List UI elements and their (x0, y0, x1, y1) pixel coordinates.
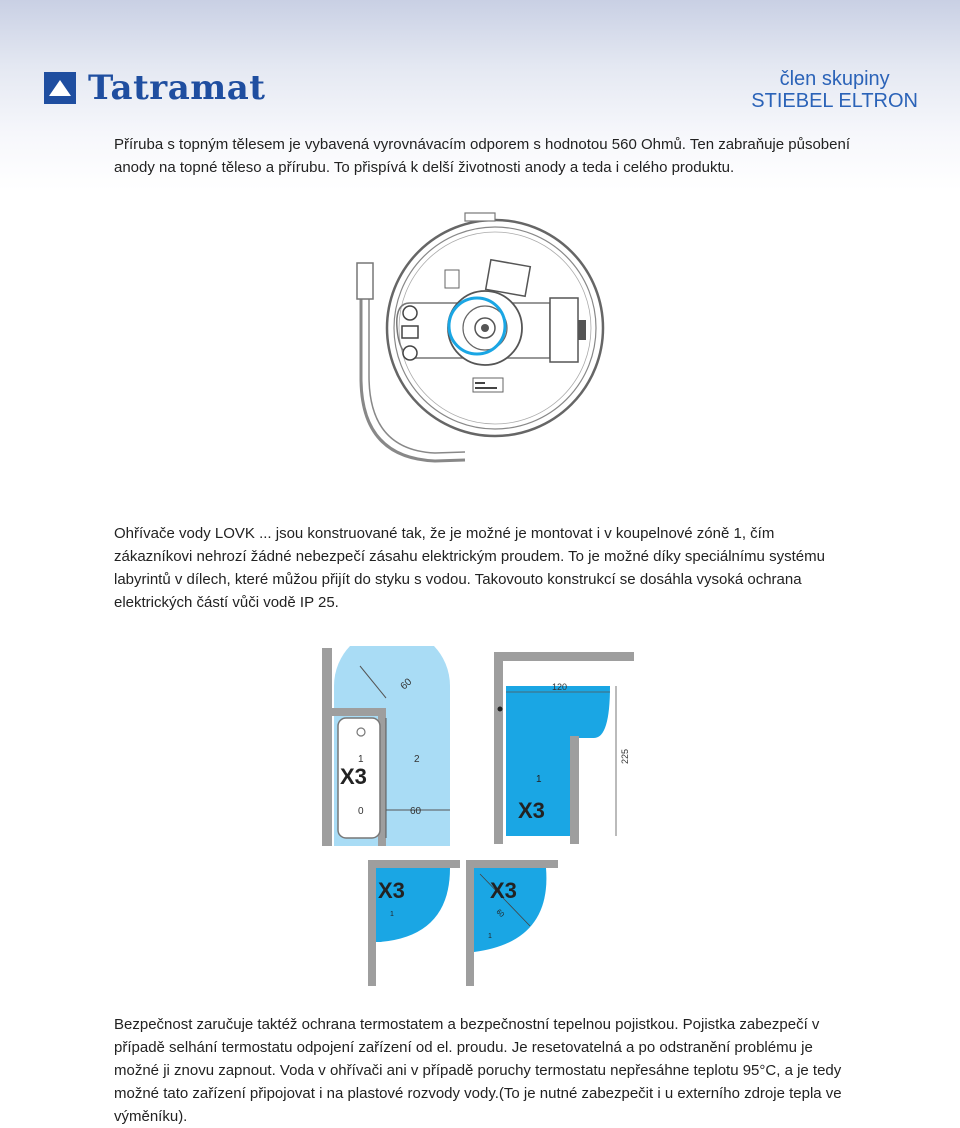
dim-60-diagonal: 60 (398, 676, 415, 693)
paragraph-ip25: Ohřívače vody LOVK ... jsou konstruované tak, že je možné je montovat i v koupelnové zóně 1, čím zákazníkovi nehrozí žádné nebezpečí zásahu elektrickým proudem. To je možné díky speciálnímu systému labyrintů v dílech, které můžou přijít do styku s vodou. Takovouto konstrukcí se dosáhla vysoká ochrana elektrických částí vůči vodě IP 25. (114, 525, 825, 611)
dim-0: 0 (358, 806, 364, 817)
zone-label-x3-quarter-left: X3 (378, 878, 405, 903)
company-logo[interactable] (44, 68, 265, 108)
heater-flange-drawing (355, 208, 605, 470)
zone-label-2: 2 (414, 754, 420, 765)
zone-label-1-quarter-right: 1 (488, 933, 492, 940)
zone-label-1: 1 (358, 754, 364, 765)
zone-label-x3: X3 (340, 764, 367, 789)
zone-bathtub (322, 646, 450, 846)
zone-label-1-quarter-left: 1 (390, 911, 394, 918)
dim-120: 120 (552, 682, 568, 692)
group-membership (751, 68, 918, 112)
tatramat-logo-icon (44, 72, 76, 104)
zone-shower-corner (494, 652, 634, 844)
dim-60-quarter-right: 60 (494, 908, 506, 919)
bathroom-zone-diagram (320, 646, 638, 994)
dim-225: 225 (620, 748, 630, 764)
zone-quarter-right (466, 860, 558, 986)
zone-quarter-left (368, 860, 460, 986)
paragraph-thermostat: Bezpečnost zaručuje taktéž ochrana termostatem a bezpečnostní tepelnou pojistkou. Pojistka zabezpečí v případě selhání termostatu odpojení zařízení od el. proudu. Je resetovatelná a po odstranění problému je možné ji znovu zapnout. Voda v ohřívači ani v případě poruchy termostatu nepřesáhne teplotu 95°C, a je tedy možné tato zařízení připojovat i na plastové rozvody vody.(To je nutné zabezpečit i u externího zdroje tepla ve výměníku). (114, 1016, 842, 1125)
zone-label-1-shower: 1 (536, 774, 542, 785)
paragraph-resistor: Příruba s topným tělesem je vybavená vyrovnávacím odporem s hodnotou 560 Ohmů. Ten zabraňuje působení anody na topné těleso a přírubu. To přispívá k delší životnosti anody a teda i celého produktu. (114, 136, 850, 176)
zone-label-x3-shower: X3 (518, 798, 545, 823)
group-line-1: člen skupiny (779, 68, 890, 90)
logo-text: Tatramat (88, 68, 266, 108)
dim-60: 60 (410, 806, 422, 817)
zone-label-x3-quarter-right: X3 (490, 878, 517, 903)
group-line-2: STIEBEL ELTRON (751, 90, 918, 112)
